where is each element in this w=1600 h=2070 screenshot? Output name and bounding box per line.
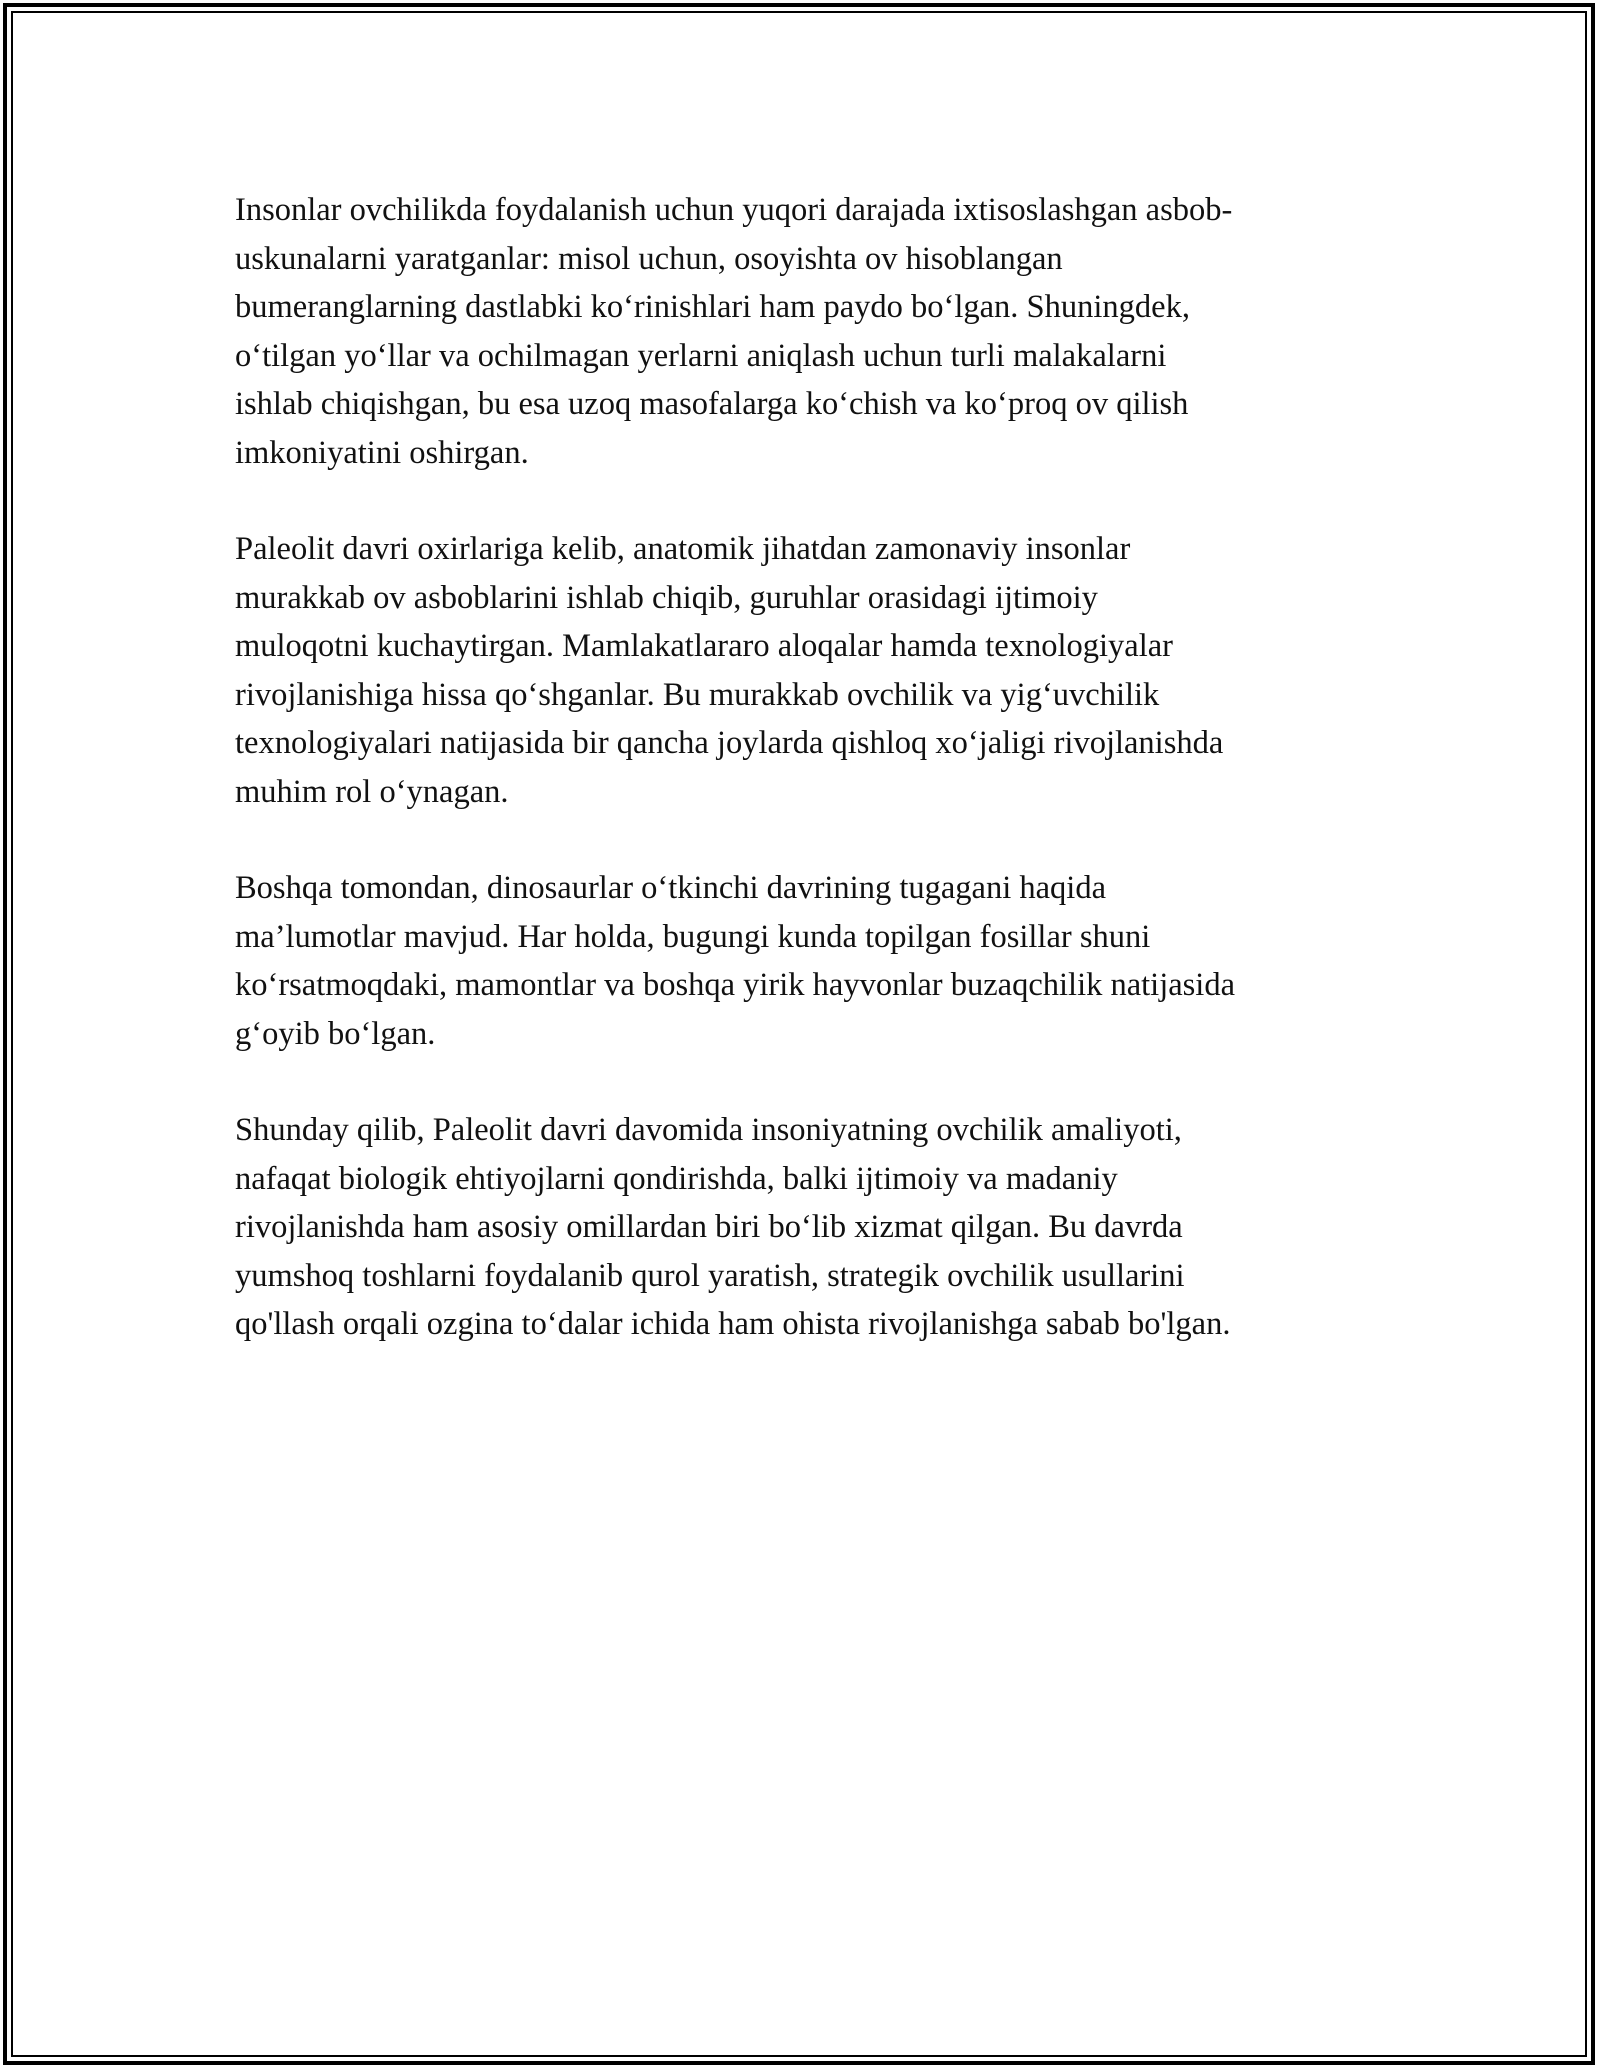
- text-line: nafaqat biologik ehtiyojlarni qondirishda, balki ijtimoiy va madaniy: [235, 1160, 1118, 1197]
- paragraph-2: [235, 525, 1375, 816]
- text-line: bumeranglarning dastlabki ko‘rinishlari ham paydo bo‘lgan. Shuningdek,: [235, 289, 1190, 325]
- text-line: qo'llash orqali ozgina to‘dalar ichida ham ohista rivojlanishga sabab bo'lgan.: [235, 1306, 1231, 1342]
- text-line: ko‘rsatmoqdaki, mamontlar va boshqa yirik hayvonlar buzaqchilik natijasida: [235, 967, 1236, 1003]
- text-line: Paleolit davri oxirlariga kelib, anatomik jihatdan zamonaviy insonlar: [235, 531, 1131, 567]
- paragraph-1: [235, 186, 1375, 477]
- text-line: o‘tilgan yo‘llar va ochilmagan yerlarni aniqlash uchun turli malakalarni: [235, 337, 1167, 374]
- paragraph-4: [235, 1106, 1375, 1349]
- text-line: murakkab ov asboblarini ishlab chiqib, guruhlar orasidagi ijtimoiy: [235, 579, 1098, 616]
- text-line: g‘oyib bo‘lgan.: [235, 1015, 436, 1052]
- text-line: rivojlanishiga hissa qo‘shganlar. Bu murakkab ovchilik va yig‘uvchilik: [235, 676, 1160, 713]
- text-line: ishlab chiqishgan, bu esa uzoq masofalarga ko‘chish va ko‘proq ov qilish: [235, 386, 1189, 422]
- text-line: muhim rol o‘ynagan.: [235, 773, 509, 810]
- text-line: yumshoq toshlarni foydalanib qurol yaratish, strategik ovchilik usullarini: [235, 1257, 1185, 1294]
- paragraph-3: [235, 864, 1375, 1058]
- text-line: ma’lumotlar mavjud. Har holda, bugungi kunda topilgan fosillar shuni: [235, 918, 1151, 955]
- text-line: imkoniyatini oshirgan.: [235, 434, 529, 471]
- document-body: [235, 186, 1375, 1397]
- text-line: uskunalarni yaratganlar: misol uchun, osoyishta ov hisoblangan: [235, 240, 1063, 277]
- text-line: muloqotni kuchaytirgan. Mamlakatlararo aloqalar hamda texnologiyalar: [235, 628, 1173, 664]
- text-line: rivojlanishda ham asosiy omillardan biri bo‘lib xizmat qilgan. Bu davrda: [235, 1209, 1183, 1245]
- text-line: texnologiyalari natijasida bir qancha joylarda qishloq xo‘jaligi rivojlanishda: [235, 725, 1224, 761]
- text-line: Insonlar ovchilikda foydalanish uchun yuqori darajada ixtisoslashgan asbob-: [235, 192, 1233, 228]
- text-line: Boshqa tomondan, dinosaurlar o‘tkinchi davrining tugagani haqida: [235, 870, 1106, 906]
- text-line: Shunday qilib, Paleolit davri davomida insoniyatning ovchilik amaliyoti,: [235, 1112, 1182, 1148]
